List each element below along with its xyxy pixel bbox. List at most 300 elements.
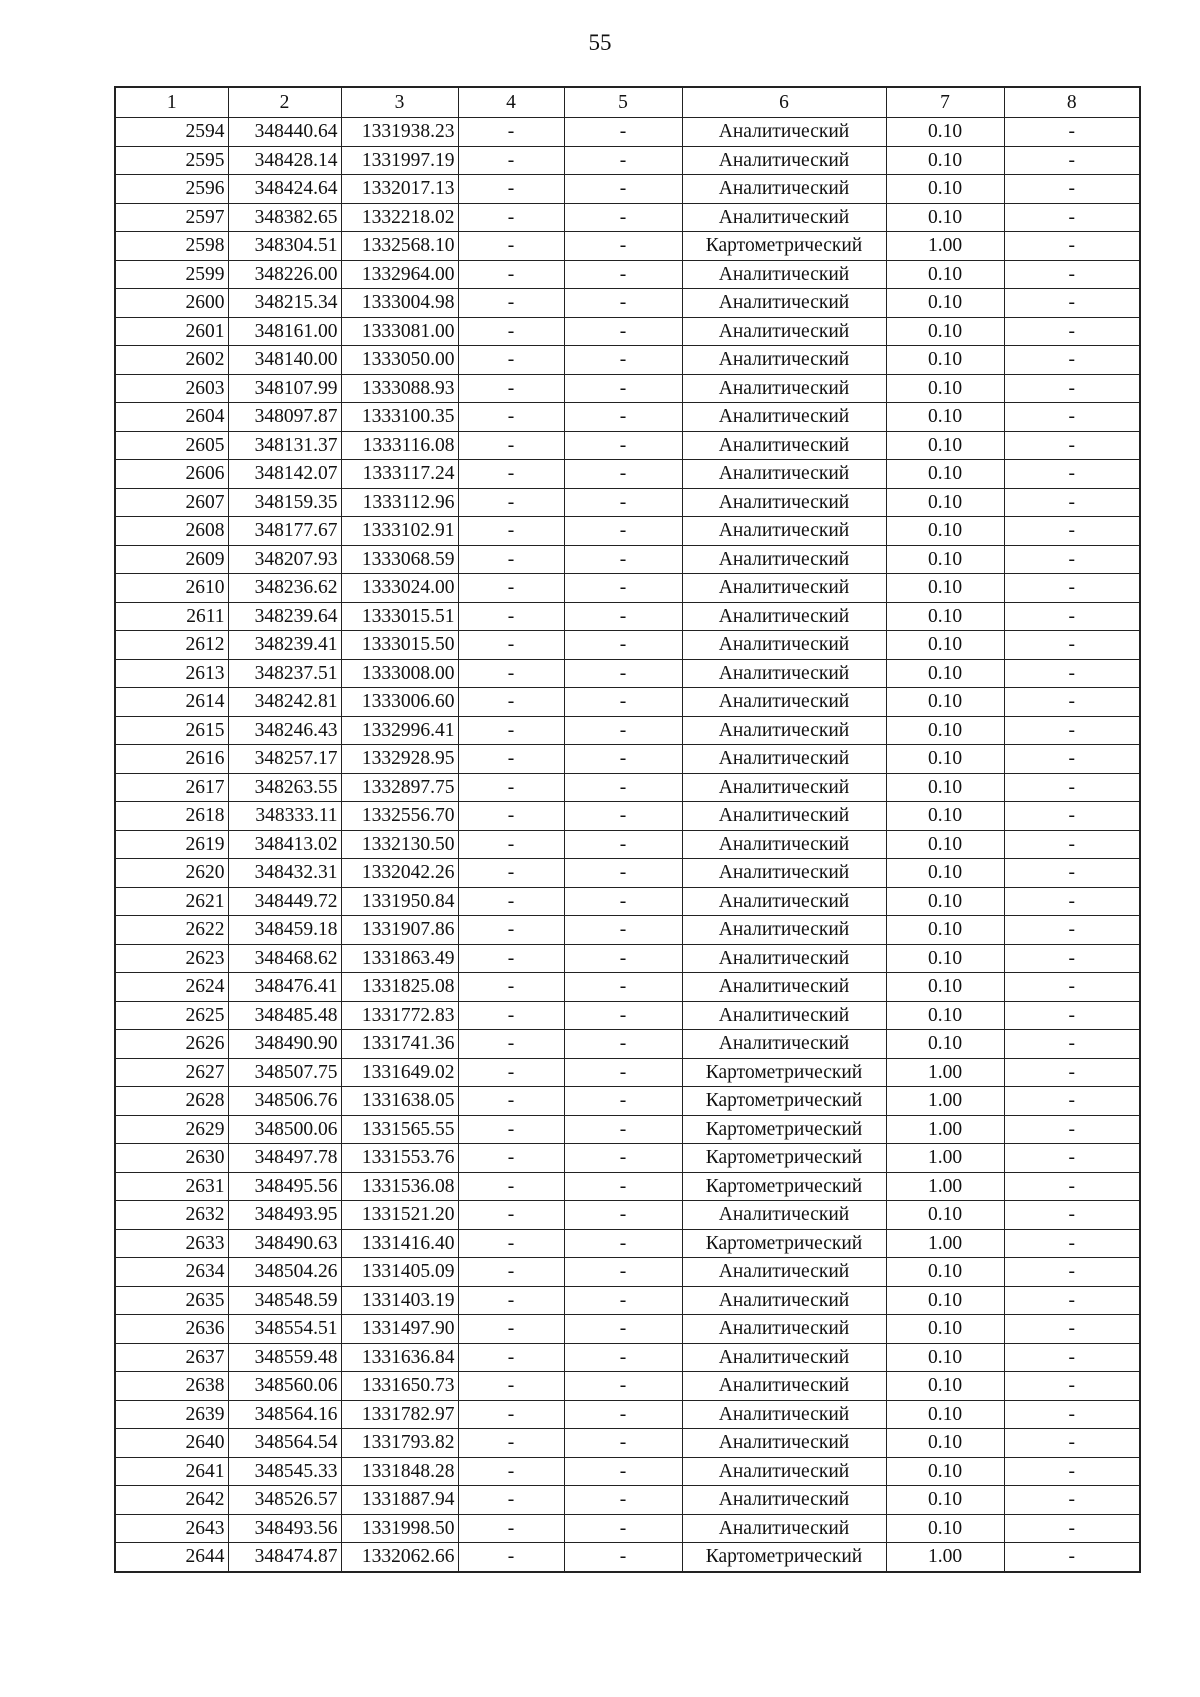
accuracy-cell: 0.10 xyxy=(886,118,1004,147)
col8-cell: - xyxy=(1004,1030,1140,1059)
table-row xyxy=(115,1030,1140,1059)
table-row xyxy=(115,1514,1140,1543)
y-coordinate-cell: 1331741.36 xyxy=(341,1030,458,1059)
point-number-cell: 2606 xyxy=(115,460,228,489)
col5-cell: - xyxy=(564,1144,682,1173)
header-cell-6: 6 xyxy=(682,87,886,118)
col8-cell: - xyxy=(1004,688,1140,717)
col5-cell: - xyxy=(564,1172,682,1201)
table-row xyxy=(115,830,1140,859)
col5-cell: - xyxy=(564,289,682,318)
table-row xyxy=(115,688,1140,717)
table-row xyxy=(115,460,1140,489)
col4-cell: - xyxy=(458,118,564,147)
y-coordinate-cell: 1333116.08 xyxy=(341,431,458,460)
method-cell: Картометрический xyxy=(682,1543,886,1572)
accuracy-cell: 0.10 xyxy=(886,517,1004,546)
accuracy-cell: 1.00 xyxy=(886,1087,1004,1116)
point-number-cell: 2602 xyxy=(115,346,228,375)
accuracy-cell: 0.10 xyxy=(886,403,1004,432)
col8-cell: - xyxy=(1004,802,1140,831)
col5-cell: - xyxy=(564,403,682,432)
method-cell: Аналитический xyxy=(682,545,886,574)
accuracy-cell: 0.10 xyxy=(886,1030,1004,1059)
accuracy-cell: 0.10 xyxy=(886,802,1004,831)
method-cell: Аналитический xyxy=(682,517,886,546)
x-coordinate-cell: 348506.76 xyxy=(228,1087,341,1116)
col4-cell: - xyxy=(458,1115,564,1144)
col4-cell: - xyxy=(458,916,564,945)
point-number-cell: 2624 xyxy=(115,973,228,1002)
col5-cell: - xyxy=(564,460,682,489)
table-row xyxy=(115,1543,1140,1572)
col4-cell: - xyxy=(458,374,564,403)
y-coordinate-cell: 1331950.84 xyxy=(341,887,458,916)
point-number-cell: 2637 xyxy=(115,1343,228,1372)
table-row xyxy=(115,118,1140,147)
x-coordinate-cell: 348207.93 xyxy=(228,545,341,574)
col4-cell: - xyxy=(458,659,564,688)
header-cell-1: 1 xyxy=(115,87,228,118)
method-cell: Аналитический xyxy=(682,773,886,802)
table-row xyxy=(115,574,1140,603)
accuracy-cell: 1.00 xyxy=(886,1115,1004,1144)
y-coordinate-cell: 1332042.26 xyxy=(341,859,458,888)
point-number-cell: 2631 xyxy=(115,1172,228,1201)
x-coordinate-cell: 348459.18 xyxy=(228,916,341,945)
method-cell: Аналитический xyxy=(682,1486,886,1515)
method-cell: Аналитический xyxy=(682,1429,886,1458)
col8-cell: - xyxy=(1004,631,1140,660)
table-row xyxy=(115,1144,1140,1173)
col8-cell: - xyxy=(1004,517,1140,546)
accuracy-cell: 0.10 xyxy=(886,374,1004,403)
col8-cell: - xyxy=(1004,346,1140,375)
point-number-cell: 2621 xyxy=(115,887,228,916)
col5-cell: - xyxy=(564,631,682,660)
x-coordinate-cell: 348140.00 xyxy=(228,346,341,375)
method-cell: Аналитический xyxy=(682,1372,886,1401)
accuracy-cell: 0.10 xyxy=(886,146,1004,175)
col5-cell: - xyxy=(564,1286,682,1315)
x-coordinate-cell: 348564.16 xyxy=(228,1400,341,1429)
x-coordinate-cell: 348107.99 xyxy=(228,374,341,403)
table-row xyxy=(115,916,1140,945)
y-coordinate-cell: 1331907.86 xyxy=(341,916,458,945)
y-coordinate-cell: 1333102.91 xyxy=(341,517,458,546)
method-cell: Аналитический xyxy=(682,887,886,916)
y-coordinate-cell: 1331638.05 xyxy=(341,1087,458,1116)
table-row xyxy=(115,545,1140,574)
method-cell: Аналитический xyxy=(682,602,886,631)
col4-cell: - xyxy=(458,260,564,289)
col5-cell: - xyxy=(564,745,682,774)
col4-cell: - xyxy=(458,517,564,546)
y-coordinate-cell: 1331863.49 xyxy=(341,944,458,973)
x-coordinate-cell: 348382.65 xyxy=(228,203,341,232)
header-row xyxy=(115,87,1140,118)
point-number-cell: 2642 xyxy=(115,1486,228,1515)
header-cell-3: 3 xyxy=(341,87,458,118)
accuracy-cell: 0.10 xyxy=(886,1429,1004,1458)
y-coordinate-cell: 1333068.59 xyxy=(341,545,458,574)
x-coordinate-cell: 348159.35 xyxy=(228,488,341,517)
col5-cell: - xyxy=(564,1543,682,1572)
point-number-cell: 2610 xyxy=(115,574,228,603)
point-number-cell: 2595 xyxy=(115,146,228,175)
x-coordinate-cell: 348468.62 xyxy=(228,944,341,973)
col4-cell: - xyxy=(458,574,564,603)
col4-cell: - xyxy=(458,944,564,973)
accuracy-cell: 0.10 xyxy=(886,859,1004,888)
x-coordinate-cell: 348548.59 xyxy=(228,1286,341,1315)
col8-cell: - xyxy=(1004,830,1140,859)
y-coordinate-cell: 1333050.00 xyxy=(341,346,458,375)
table-row xyxy=(115,1343,1140,1372)
method-cell: Аналитический xyxy=(682,146,886,175)
col8-cell: - xyxy=(1004,232,1140,261)
x-coordinate-cell: 348507.75 xyxy=(228,1058,341,1087)
col8-cell: - xyxy=(1004,1201,1140,1230)
header-cell-8: 8 xyxy=(1004,87,1140,118)
accuracy-cell: 0.10 xyxy=(886,175,1004,204)
x-coordinate-cell: 348246.43 xyxy=(228,716,341,745)
col5-cell: - xyxy=(564,1457,682,1486)
point-number-cell: 2601 xyxy=(115,317,228,346)
method-cell: Аналитический xyxy=(682,745,886,774)
accuracy-cell: 0.10 xyxy=(886,260,1004,289)
y-coordinate-cell: 1333117.24 xyxy=(341,460,458,489)
col4-cell: - xyxy=(458,859,564,888)
col4-cell: - xyxy=(458,1514,564,1543)
x-coordinate-cell: 348142.07 xyxy=(228,460,341,489)
accuracy-cell: 0.10 xyxy=(886,488,1004,517)
col8-cell: - xyxy=(1004,944,1140,973)
col4-cell: - xyxy=(458,289,564,318)
method-cell: Аналитический xyxy=(682,631,886,660)
col5-cell: - xyxy=(564,545,682,574)
point-number-cell: 2597 xyxy=(115,203,228,232)
col5-cell: - xyxy=(564,431,682,460)
table-row xyxy=(115,374,1140,403)
x-coordinate-cell: 348497.78 xyxy=(228,1144,341,1173)
col8-cell: - xyxy=(1004,1372,1140,1401)
table-row xyxy=(115,631,1140,660)
col5-cell: - xyxy=(564,1229,682,1258)
col5-cell: - xyxy=(564,1001,682,1030)
header-cell-4: 4 xyxy=(458,87,564,118)
y-coordinate-cell: 1332218.02 xyxy=(341,203,458,232)
y-coordinate-cell: 1332556.70 xyxy=(341,802,458,831)
method-cell: Аналитический xyxy=(682,118,886,147)
method-cell: Аналитический xyxy=(682,431,886,460)
method-cell: Аналитический xyxy=(682,175,886,204)
x-coordinate-cell: 348474.87 xyxy=(228,1543,341,1572)
point-number-cell: 2620 xyxy=(115,859,228,888)
method-cell: Аналитический xyxy=(682,944,886,973)
col4-cell: - xyxy=(458,1400,564,1429)
col4-cell: - xyxy=(458,488,564,517)
col8-cell: - xyxy=(1004,1286,1140,1315)
col8-cell: - xyxy=(1004,1343,1140,1372)
col5-cell: - xyxy=(564,574,682,603)
method-cell: Аналитический xyxy=(682,488,886,517)
method-cell: Картометрический xyxy=(682,232,886,261)
method-cell: Аналитический xyxy=(682,403,886,432)
col8-cell: - xyxy=(1004,1229,1140,1258)
point-number-cell: 2612 xyxy=(115,631,228,660)
y-coordinate-cell: 1333008.00 xyxy=(341,659,458,688)
col4-cell: - xyxy=(458,175,564,204)
col5-cell: - xyxy=(564,1058,682,1087)
x-coordinate-cell: 348476.41 xyxy=(228,973,341,1002)
col4-cell: - xyxy=(458,1315,564,1344)
col4-cell: - xyxy=(458,802,564,831)
x-coordinate-cell: 348500.06 xyxy=(228,1115,341,1144)
col5-cell: - xyxy=(564,688,682,717)
method-cell: Аналитический xyxy=(682,716,886,745)
col4-cell: - xyxy=(458,403,564,432)
method-cell: Аналитический xyxy=(682,688,886,717)
point-number-cell: 2616 xyxy=(115,745,228,774)
table-row xyxy=(115,802,1140,831)
accuracy-cell: 0.10 xyxy=(886,688,1004,717)
method-cell: Аналитический xyxy=(682,1315,886,1344)
y-coordinate-cell: 1332897.75 xyxy=(341,773,458,802)
y-coordinate-cell: 1333112.96 xyxy=(341,488,458,517)
table-row xyxy=(115,745,1140,774)
accuracy-cell: 1.00 xyxy=(886,1058,1004,1087)
col8-cell: - xyxy=(1004,545,1140,574)
accuracy-cell: 0.10 xyxy=(886,289,1004,318)
col5-cell: - xyxy=(564,488,682,517)
point-number-cell: 2628 xyxy=(115,1087,228,1116)
col5-cell: - xyxy=(564,802,682,831)
point-number-cell: 2641 xyxy=(115,1457,228,1486)
x-coordinate-cell: 348333.11 xyxy=(228,802,341,831)
col8-cell: - xyxy=(1004,1315,1140,1344)
x-coordinate-cell: 348242.81 xyxy=(228,688,341,717)
method-cell: Аналитический xyxy=(682,1514,886,1543)
col8-cell: - xyxy=(1004,602,1140,631)
col5-cell: - xyxy=(564,175,682,204)
accuracy-cell: 0.10 xyxy=(886,716,1004,745)
table-row xyxy=(115,146,1140,175)
col4-cell: - xyxy=(458,545,564,574)
header-cell-2: 2 xyxy=(228,87,341,118)
col5-cell: - xyxy=(564,887,682,916)
col4-cell: - xyxy=(458,1543,564,1572)
col4-cell: - xyxy=(458,1172,564,1201)
y-coordinate-cell: 1333006.60 xyxy=(341,688,458,717)
x-coordinate-cell: 348440.64 xyxy=(228,118,341,147)
accuracy-cell: 0.10 xyxy=(886,346,1004,375)
table-row xyxy=(115,887,1140,916)
point-number-cell: 2636 xyxy=(115,1315,228,1344)
x-coordinate-cell: 348493.56 xyxy=(228,1514,341,1543)
method-cell: Аналитический xyxy=(682,1001,886,1030)
accuracy-cell: 0.10 xyxy=(886,631,1004,660)
col5-cell: - xyxy=(564,1115,682,1144)
y-coordinate-cell: 1333024.00 xyxy=(341,574,458,603)
point-number-cell: 2630 xyxy=(115,1144,228,1173)
col5-cell: - xyxy=(564,1087,682,1116)
col8-cell: - xyxy=(1004,716,1140,745)
point-number-cell: 2634 xyxy=(115,1258,228,1287)
col8-cell: - xyxy=(1004,374,1140,403)
x-coordinate-cell: 348559.48 xyxy=(228,1343,341,1372)
point-number-cell: 2613 xyxy=(115,659,228,688)
method-cell: Картометрический xyxy=(682,1229,886,1258)
col5-cell: - xyxy=(564,1030,682,1059)
x-coordinate-cell: 348239.41 xyxy=(228,631,341,660)
table-row xyxy=(115,203,1140,232)
accuracy-cell: 1.00 xyxy=(886,1229,1004,1258)
col8-cell: - xyxy=(1004,431,1140,460)
col8-cell: - xyxy=(1004,859,1140,888)
table-row xyxy=(115,1486,1140,1515)
table-row xyxy=(115,1058,1140,1087)
col8-cell: - xyxy=(1004,289,1140,318)
accuracy-cell: 0.10 xyxy=(886,1286,1004,1315)
col4-cell: - xyxy=(458,688,564,717)
x-coordinate-cell: 348239.64 xyxy=(228,602,341,631)
table-row xyxy=(115,1229,1140,1258)
method-cell: Аналитический xyxy=(682,1030,886,1059)
x-coordinate-cell: 348490.63 xyxy=(228,1229,341,1258)
col4-cell: - xyxy=(458,1286,564,1315)
x-coordinate-cell: 348131.37 xyxy=(228,431,341,460)
accuracy-cell: 0.10 xyxy=(886,431,1004,460)
point-number-cell: 2619 xyxy=(115,830,228,859)
col4-cell: - xyxy=(458,1229,564,1258)
point-number-cell: 2640 xyxy=(115,1429,228,1458)
point-number-cell: 2622 xyxy=(115,916,228,945)
col8-cell: - xyxy=(1004,488,1140,517)
table-row xyxy=(115,659,1140,688)
method-cell: Картометрический xyxy=(682,1144,886,1173)
method-cell: Аналитический xyxy=(682,1343,886,1372)
col4-cell: - xyxy=(458,830,564,859)
col5-cell: - xyxy=(564,944,682,973)
table-row xyxy=(115,1286,1140,1315)
point-number-cell: 2615 xyxy=(115,716,228,745)
col8-cell: - xyxy=(1004,773,1140,802)
y-coordinate-cell: 1331521.20 xyxy=(341,1201,458,1230)
col4-cell: - xyxy=(458,773,564,802)
col8-cell: - xyxy=(1004,574,1140,603)
x-coordinate-cell: 348428.14 xyxy=(228,146,341,175)
table-row xyxy=(115,1258,1140,1287)
col5-cell: - xyxy=(564,317,682,346)
col4-cell: - xyxy=(458,203,564,232)
x-coordinate-cell: 348554.51 xyxy=(228,1315,341,1344)
col5-cell: - xyxy=(564,118,682,147)
accuracy-cell: 0.10 xyxy=(886,830,1004,859)
col4-cell: - xyxy=(458,146,564,175)
col8-cell: - xyxy=(1004,973,1140,1002)
col5-cell: - xyxy=(564,773,682,802)
method-cell: Аналитический xyxy=(682,317,886,346)
y-coordinate-cell: 1333081.00 xyxy=(341,317,458,346)
accuracy-cell: 0.10 xyxy=(886,1514,1004,1543)
y-coordinate-cell: 1331536.08 xyxy=(341,1172,458,1201)
table-row xyxy=(115,1429,1140,1458)
col5-cell: - xyxy=(564,973,682,1002)
point-number-cell: 2626 xyxy=(115,1030,228,1059)
col4-cell: - xyxy=(458,745,564,774)
accuracy-cell: 0.10 xyxy=(886,916,1004,945)
col4-cell: - xyxy=(458,232,564,261)
col5-cell: - xyxy=(564,1514,682,1543)
col8-cell: - xyxy=(1004,460,1140,489)
method-cell: Картометрический xyxy=(682,1115,886,1144)
y-coordinate-cell: 1331998.50 xyxy=(341,1514,458,1543)
method-cell: Аналитический xyxy=(682,973,886,1002)
accuracy-cell: 0.10 xyxy=(886,317,1004,346)
method-cell: Аналитический xyxy=(682,1258,886,1287)
x-coordinate-cell: 348564.54 xyxy=(228,1429,341,1458)
x-coordinate-cell: 348413.02 xyxy=(228,830,341,859)
y-coordinate-cell: 1331403.19 xyxy=(341,1286,458,1315)
table-row xyxy=(115,403,1140,432)
accuracy-cell: 0.10 xyxy=(886,203,1004,232)
point-number-cell: 2639 xyxy=(115,1400,228,1429)
method-cell: Аналитический xyxy=(682,260,886,289)
x-coordinate-cell: 348560.06 xyxy=(228,1372,341,1401)
x-coordinate-cell: 348545.33 xyxy=(228,1457,341,1486)
y-coordinate-cell: 1331997.19 xyxy=(341,146,458,175)
point-number-cell: 2594 xyxy=(115,118,228,147)
method-cell: Аналитический xyxy=(682,460,886,489)
accuracy-cell: 0.10 xyxy=(886,973,1004,1002)
y-coordinate-cell: 1331416.40 xyxy=(341,1229,458,1258)
point-number-cell: 2623 xyxy=(115,944,228,973)
accuracy-cell: 1.00 xyxy=(886,232,1004,261)
method-cell: Аналитический xyxy=(682,289,886,318)
col5-cell: - xyxy=(564,830,682,859)
table-row xyxy=(115,1400,1140,1429)
table-row xyxy=(115,1372,1140,1401)
col8-cell: - xyxy=(1004,1543,1140,1572)
point-number-cell: 2635 xyxy=(115,1286,228,1315)
y-coordinate-cell: 1331793.82 xyxy=(341,1429,458,1458)
method-cell: Аналитический xyxy=(682,659,886,688)
method-cell: Аналитический xyxy=(682,1457,886,1486)
point-number-cell: 2607 xyxy=(115,488,228,517)
header-cell-5: 5 xyxy=(564,87,682,118)
x-coordinate-cell: 348177.67 xyxy=(228,517,341,546)
point-number-cell: 2609 xyxy=(115,545,228,574)
col8-cell: - xyxy=(1004,1258,1140,1287)
accuracy-cell: 0.10 xyxy=(886,574,1004,603)
y-coordinate-cell: 1331848.28 xyxy=(341,1457,458,1486)
y-coordinate-cell: 1332062.66 xyxy=(341,1543,458,1572)
point-number-cell: 2618 xyxy=(115,802,228,831)
col5-cell: - xyxy=(564,1429,682,1458)
accuracy-cell: 0.10 xyxy=(886,1001,1004,1030)
table-row xyxy=(115,716,1140,745)
col4-cell: - xyxy=(458,1429,564,1458)
col4-cell: - xyxy=(458,716,564,745)
col8-cell: - xyxy=(1004,175,1140,204)
col5-cell: - xyxy=(564,1315,682,1344)
x-coordinate-cell: 348226.00 xyxy=(228,260,341,289)
point-number-cell: 2644 xyxy=(115,1543,228,1572)
x-coordinate-cell: 348424.64 xyxy=(228,175,341,204)
col4-cell: - xyxy=(458,1087,564,1116)
accuracy-cell: 1.00 xyxy=(886,1172,1004,1201)
